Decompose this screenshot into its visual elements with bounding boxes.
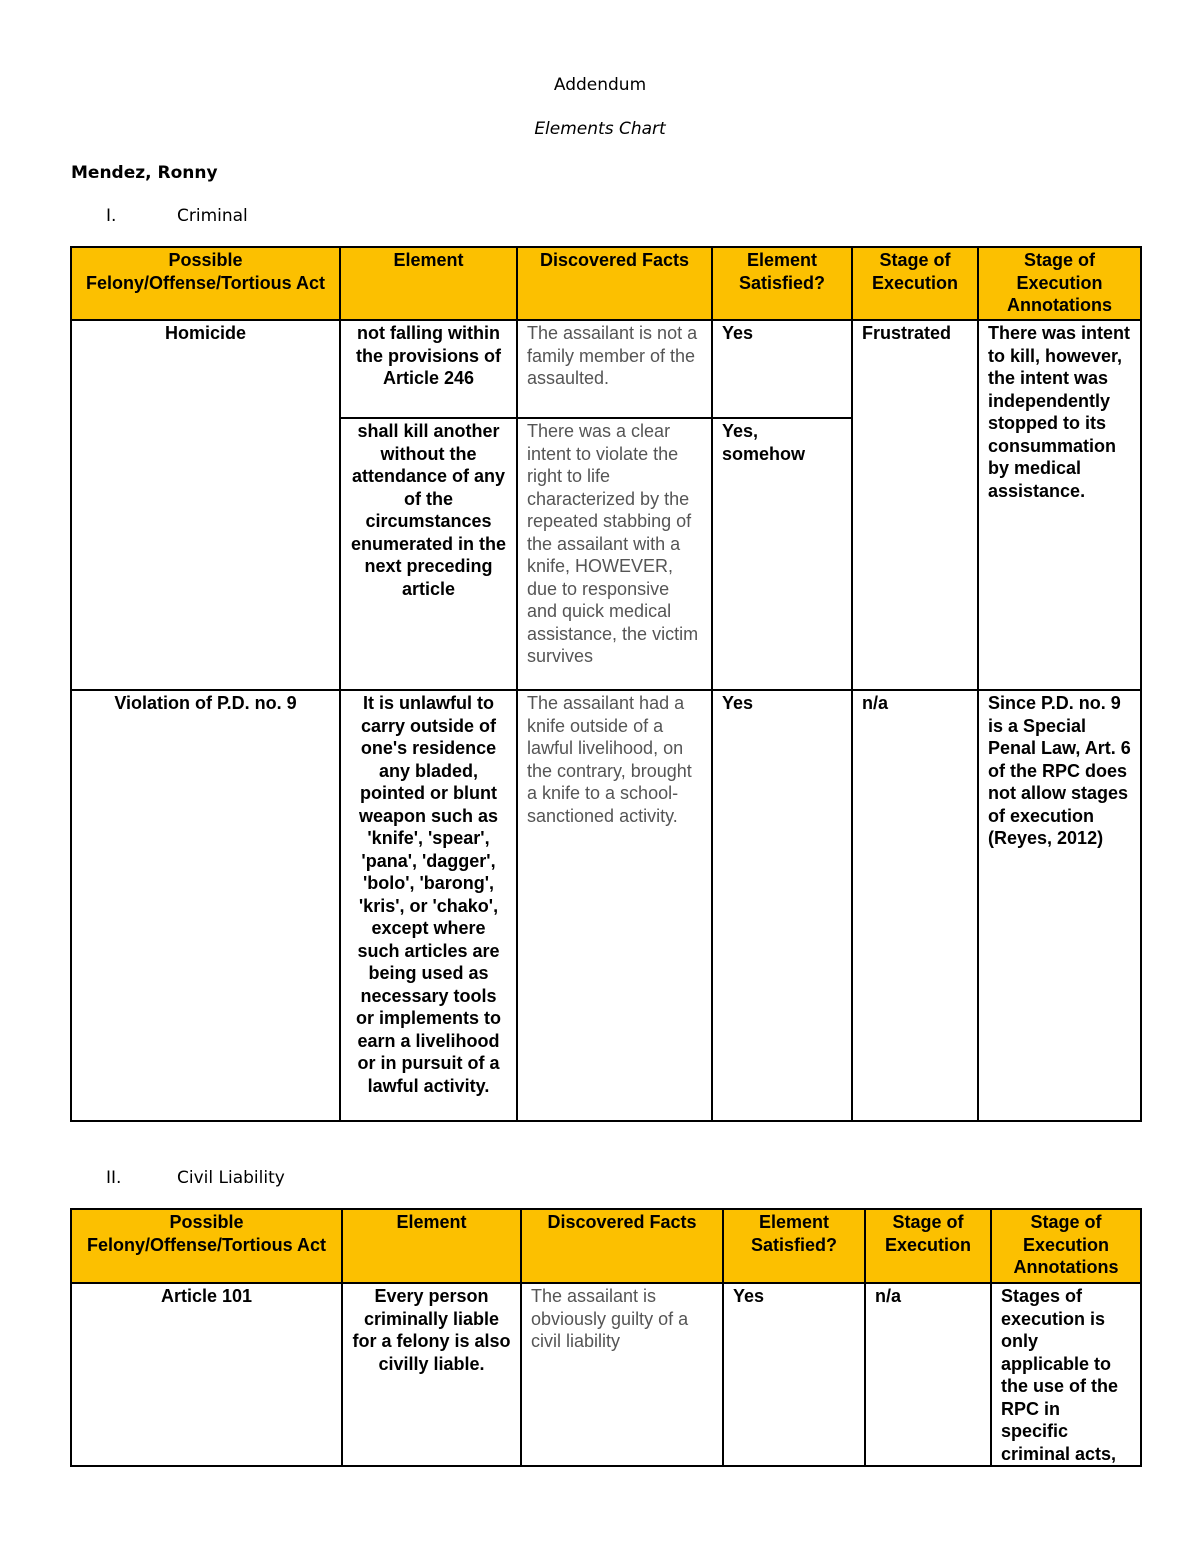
facts-cell: There was a clear intent to violate the right to life characterized by the repeated stabbing of the assailant with a knife, HOWEVER, due to responsive and quick medical assistance, the victim survives: [517, 418, 712, 690]
author-name: Mendez, Ronny: [71, 163, 218, 183]
table-header-row: [71, 247, 1141, 320]
section-number: I.: [106, 206, 117, 226]
section-civil-liability: [106, 1168, 285, 1188]
facts-cell: The assailant had a knife outside of a lawful livelihood, on the contrary, brought a knife to a school-sanctioned activity.: [517, 690, 712, 1121]
table-row: [71, 690, 1141, 1121]
column-header-annotations: Stage of Execution Annotations: [991, 1209, 1141, 1283]
column-header-satisfied: Element Satisfied?: [712, 247, 852, 320]
annotation-cell: There was intent to kill, however, the intent was independently stopped to its consummation by medical assistance.: [978, 320, 1141, 690]
act-cell: Article 101: [71, 1283, 342, 1466]
column-header-act: Possible Felony/Offense/Tortious Act: [71, 1209, 342, 1283]
element-cell: not falling within the provisions of Article 246: [340, 320, 517, 418]
facts-cell: The assailant is obviously guilty of a civil liability: [521, 1283, 723, 1466]
column-header-act: Possible Felony/Offense/Tortious Act: [71, 247, 340, 320]
satisfied-cell: Yes: [712, 690, 852, 1121]
annotation-cell: Since P.D. no. 9 is a Special Penal Law, Art. 6 of the RPC does not allow stages of execution (Reyes, 2012): [978, 690, 1141, 1121]
table-row: [71, 320, 1141, 418]
annotation-cell: Stages of execution is only applicable to the use of the RPC in specific criminal acts,: [991, 1283, 1141, 1466]
criminal-elements-table: [70, 246, 1142, 1122]
element-cell: It is unlawful to carry outside of one's residence any bladed, pointed or blunt weapon such as 'knife', 'spear', 'pana', 'dagger', 'bolo', 'barong', 'kris', or 'chako', except where such articles are being used as necessary tools or implements to earn a livelihood or in pursuit of a lawful activity.: [340, 690, 517, 1121]
column-header-stage: Stage of Execution: [865, 1209, 991, 1283]
column-header-element: Element: [342, 1209, 521, 1283]
satisfied-cell: Yes: [723, 1283, 865, 1466]
document-subtitle: Elements Chart: [534, 119, 666, 139]
satisfied-cell: Yes: [712, 320, 852, 418]
table-row: [71, 1283, 1141, 1466]
stage-cell: n/a: [852, 690, 978, 1121]
section-label: Criminal: [177, 206, 248, 226]
column-header-facts: Discovered Facts: [517, 247, 712, 320]
document-title: Addendum: [553, 75, 647, 95]
column-header-annotations: Stage of Execution Annotations: [978, 247, 1141, 320]
act-cell: Homicide: [71, 320, 340, 690]
table-header-row: [71, 1209, 1141, 1283]
act-cell: Violation of P.D. no. 9: [71, 690, 340, 1121]
facts-cell: The assailant is not a family member of the assaulted.: [517, 320, 712, 418]
civil-liability-table: [70, 1208, 1142, 1467]
section-label: Civil Liability: [177, 1168, 285, 1188]
section-number: II.: [106, 1168, 122, 1188]
element-cell: shall kill another without the attendance of any of the circumstances enumerated in the next preceding article: [340, 418, 517, 690]
section-criminal: [106, 206, 248, 226]
column-header-satisfied: Element Satisfied?: [723, 1209, 865, 1283]
column-header-element: Element: [340, 247, 517, 320]
column-header-stage: Stage of Execution: [852, 247, 978, 320]
satisfied-cell: Yes, somehow: [712, 418, 852, 690]
element-cell: Every person criminally liable for a felony is also civilly liable.: [342, 1283, 521, 1466]
stage-cell: n/a: [865, 1283, 991, 1466]
column-header-facts: Discovered Facts: [521, 1209, 723, 1283]
stage-cell: Frustrated: [852, 320, 978, 690]
